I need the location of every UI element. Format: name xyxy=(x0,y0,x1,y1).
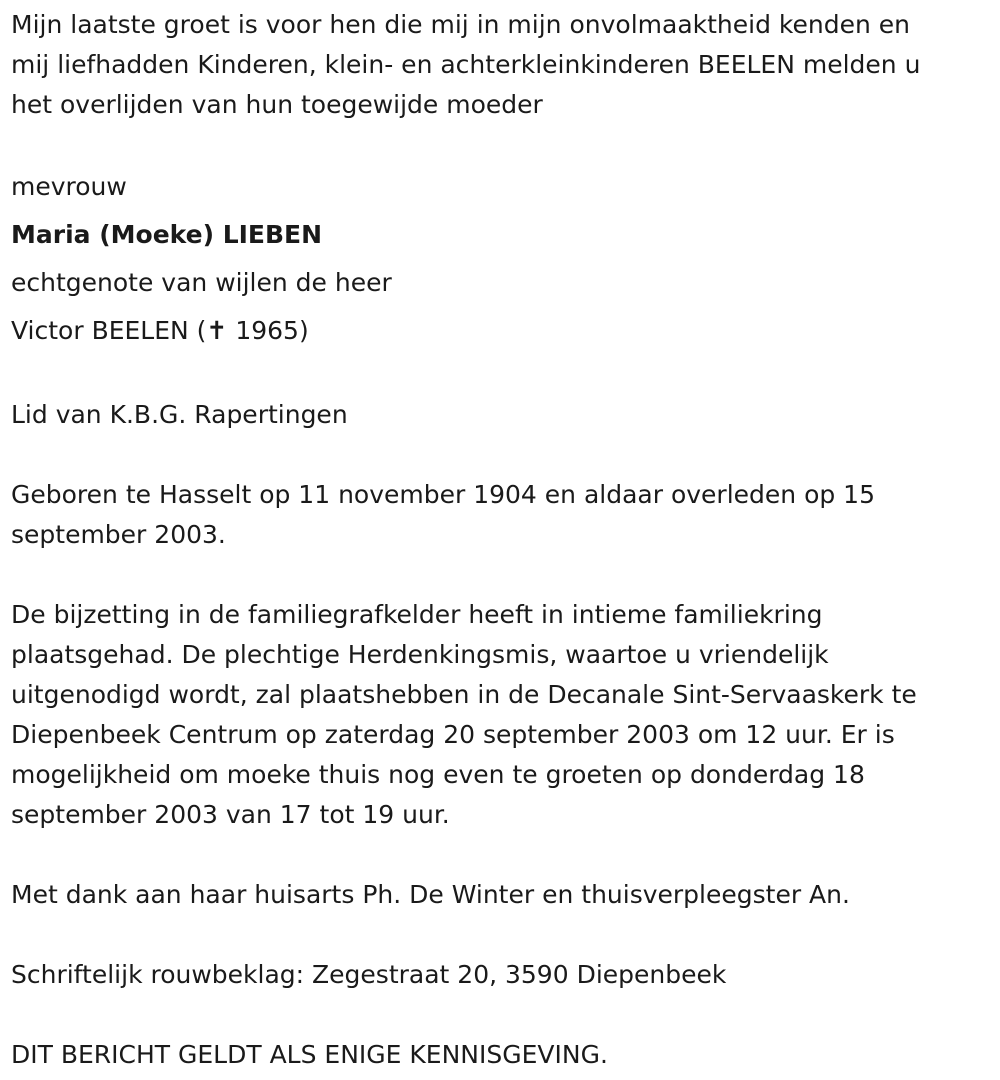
intro-line: Mijn laatste groet is voor hen die mij in mijn onvolmaaktheid kenden en xyxy=(11,10,910,39)
birth-death-line: Geboren te Hasselt op 11 november 1904 en aldaar overleden op 15 xyxy=(11,480,875,509)
ceremony-line: De bijzetting in de familiegrafkelder heeft in intieme familiekring xyxy=(11,600,823,629)
ceremony-line: uitgenodigd wordt, zal plaatshebben in de Decanale Sint-Servaaskerk te xyxy=(11,680,917,709)
spouse-name: Victor BEELEN (✝ 1965) xyxy=(11,316,309,345)
obituary-notice xyxy=(11,0,991,1075)
intro-line: mij liefhadden Kinderen, klein- en achterkleinkinderen BEELEN melden u xyxy=(11,50,921,79)
deceased-relation: echtgenote van wijlen de heer xyxy=(11,268,392,297)
deceased-name: Maria (Moeke) LIEBEN xyxy=(11,220,323,249)
deceased-block xyxy=(11,163,991,355)
birth-death-paragraph xyxy=(11,475,991,555)
ceremony-line: mogelijkheid om moeke thuis nog even te groeten op donderdag 18 xyxy=(11,760,865,789)
thanks-text: Met dank aan haar huisarts Ph. De Winter en thuisverpleegster An. xyxy=(11,880,850,909)
notice-text: DIT BERICHT GELDT ALS ENIGE KENNISGEVING. xyxy=(11,1040,608,1069)
intro-paragraph xyxy=(11,0,991,125)
intro-line: het overlijden van hun toegewijde moeder xyxy=(11,90,543,119)
birth-death-line: september 2003. xyxy=(11,520,226,549)
membership-text: Lid van K.B.G. Rapertingen xyxy=(11,400,348,429)
deceased-title: mevrouw xyxy=(11,172,127,201)
ceremony-paragraph xyxy=(11,595,991,835)
condolences-address: Schriftelijk rouwbeklag: Zegestraat 20, 3590 Diepenbeek xyxy=(11,960,727,989)
ceremony-line: Diepenbeek Centrum op zaterdag 20 september 2003 om 12 uur. Er is xyxy=(11,720,895,749)
ceremony-line: september 2003 van 17 tot 19 uur. xyxy=(11,800,450,829)
ceremony-line: plaatsgehad. De plechtige Herdenkingsmis, waartoe u vriendelijk xyxy=(11,640,829,669)
